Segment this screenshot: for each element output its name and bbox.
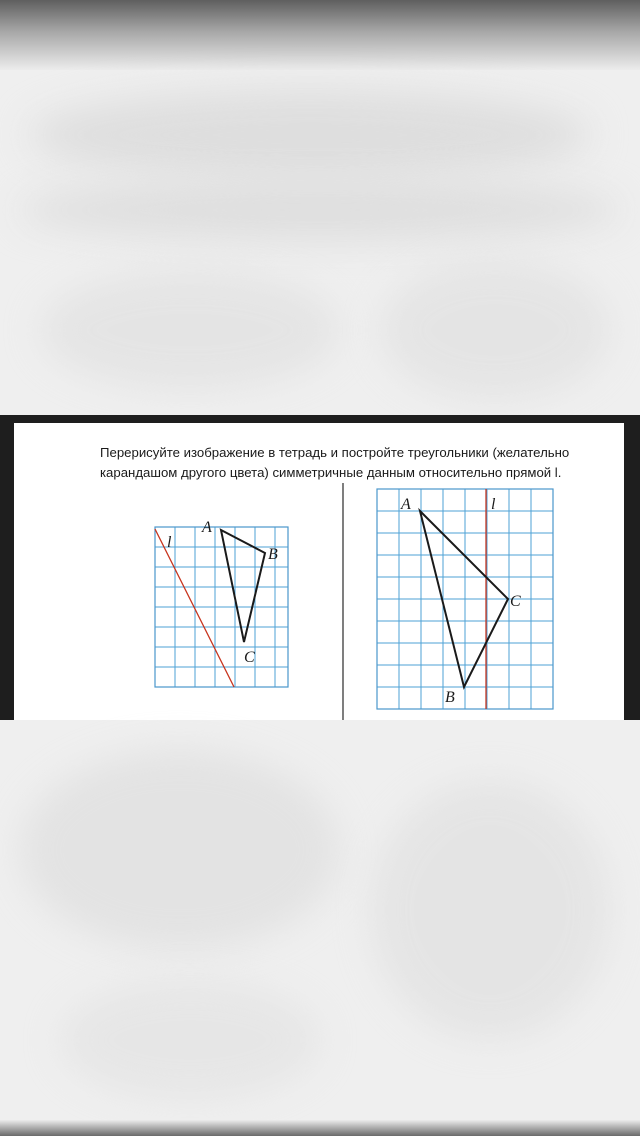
instruction-line-1: Перерисуйте изображение в тетрадь и постройте треугольники (желательно [100, 445, 570, 460]
left-vertex-b-label: B [268, 546, 278, 563]
right-line-label: l [491, 496, 496, 513]
geometry-figures [14, 423, 624, 720]
worksheet-page [14, 423, 624, 720]
blurred-background-top [0, 70, 640, 415]
left-vertex-a-label: A [202, 519, 212, 536]
right-vertex-a-label: A [401, 496, 411, 513]
bottom-shadow-gradient [0, 1120, 640, 1136]
right-figure [377, 489, 553, 709]
right-vertex-b-label: B [445, 689, 455, 706]
top-shadow-gradient [0, 0, 640, 70]
left-vertex-c-label: C [244, 649, 255, 666]
left-figure [155, 519, 288, 687]
left-line-label: l [167, 534, 172, 551]
blurred-background-bottom [0, 720, 640, 1120]
worksheet-photo [0, 415, 640, 720]
right-vertex-c-label: C [510, 593, 521, 610]
right-grid [377, 489, 553, 709]
instruction-line-2: карандашом другого цвета) симметричные данным относительно прямой l. [100, 465, 562, 480]
